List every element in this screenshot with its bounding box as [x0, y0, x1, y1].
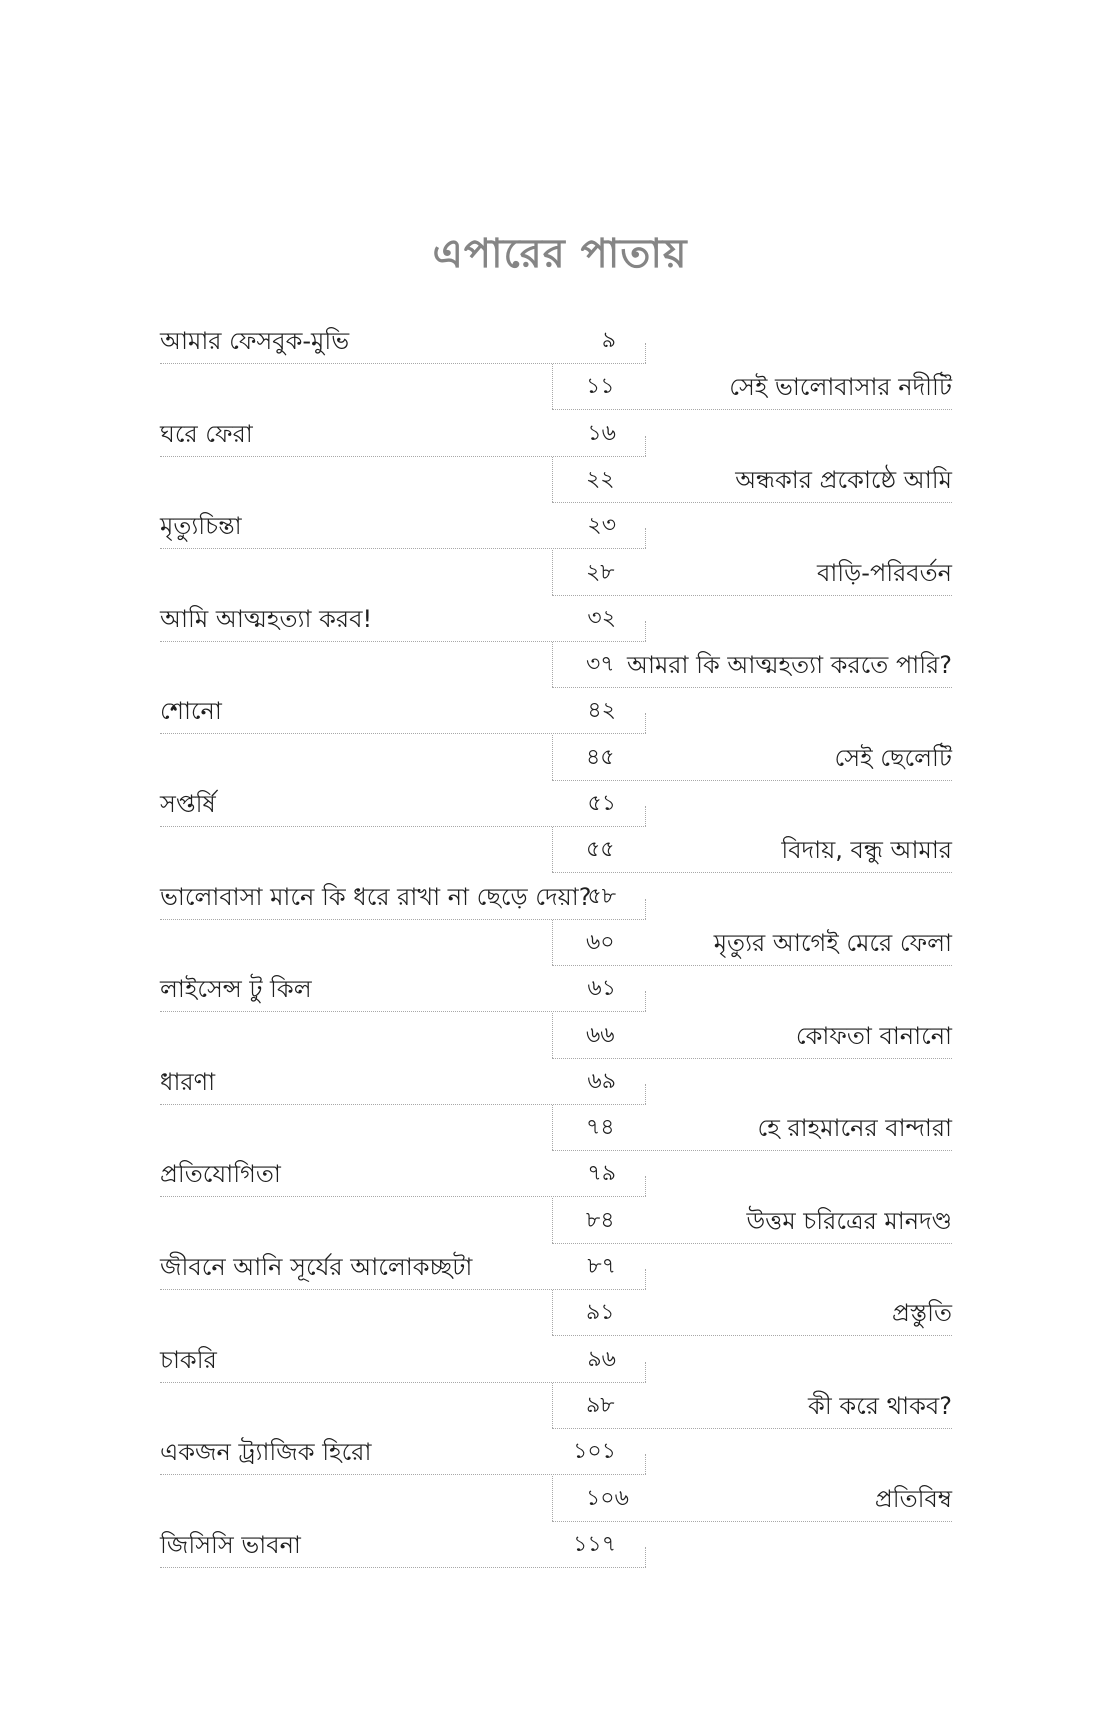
toc-entry[interactable] [160, 1522, 646, 1568]
toc-entry-title: আমি আত্মহত্যা করব! [160, 604, 373, 633]
toc-entry-title: আমার ফেসবুক-মুভি [160, 327, 350, 355]
toc-entry-page-number: ৬১ [587, 976, 616, 1002]
toc-entry[interactable] [552, 1476, 952, 1522]
toc-entry-page-number: ৮৭ [587, 1254, 616, 1279]
toc-entry-title: বিদায়, বন্ধু আমার [781, 836, 952, 865]
toc-entry-page-number: ১৬ [587, 420, 616, 446]
toc-entry-page-number: ৩২ [587, 605, 616, 631]
toc-entry[interactable] [552, 642, 952, 688]
toc-entry[interactable] [552, 364, 952, 410]
toc-entry-title: বাড়ি-পরিবর্তন [816, 558, 952, 587]
toc-entry-title: একজন ট্র্যাজিক হিরো [160, 1438, 372, 1467]
toc-entry-page-number: ৪২ [587, 698, 616, 724]
toc-entry[interactable] [160, 1337, 646, 1383]
toc-entry-page-number: ৩৭ [586, 652, 615, 678]
toc-entry[interactable] [552, 1013, 952, 1059]
toc-entry[interactable] [552, 735, 952, 781]
toc-entry-page-number: ৫৫ [586, 837, 615, 863]
toc-entry-page-number: ২২ [586, 466, 615, 492]
toc-entry-title: জিসিসি ভাবনা [160, 1530, 301, 1559]
toc-entry-title: কোফতা বানানো [795, 1021, 952, 1050]
toc-entry[interactable] [552, 827, 952, 873]
toc-entry-title: প্রতিবিম্ব [874, 1484, 952, 1513]
toc-entry-page-number: ৬০ [586, 929, 615, 955]
toc-entry-title: চাকরি [160, 1345, 217, 1374]
toc-entry[interactable] [552, 1198, 952, 1244]
toc-entry-page-number: ৫১ [587, 791, 616, 816]
toc-entry-page-number: ২৩ [587, 513, 616, 539]
toc-entry-title: ভালোবাসা মানে কি ধরে রাখা না ছেড়ে দেয়া? [160, 882, 592, 911]
toc-entry[interactable] [552, 1290, 952, 1336]
toc-entry-title: সেই ভালোবাসার নদীটি [729, 373, 952, 402]
toc-entry[interactable] [160, 1244, 646, 1290]
toc-entry-title: প্রতিযোগিতা [160, 1160, 281, 1189]
toc-entry-title: লাইসেন্স টু কিল [160, 975, 312, 1004]
toc-entry-page-number: ৭৯ [587, 1161, 616, 1187]
toc-entry-page-number: ৭৪ [586, 1115, 615, 1141]
toc-entry-title: সেই ছেলেটি [834, 743, 952, 772]
toc-entry[interactable] [160, 966, 646, 1012]
toc-entry-title: প্রস্তুতি [891, 1299, 952, 1328]
toc-entry-title: অন্ধকার প্রকোষ্ঠে আমি [735, 465, 952, 494]
toc-entry-title: সপ্তর্ষি [160, 790, 216, 818]
toc-entry-page-number: ১০৬ [586, 1485, 629, 1511]
toc-entry[interactable] [160, 503, 646, 549]
toc-entry-title: শোনো [160, 697, 222, 726]
toc-entry-page-number: ৯ [601, 328, 616, 353]
toc-entry[interactable] [160, 1151, 646, 1197]
toc-entry-page-number: ৬৬ [586, 1022, 615, 1048]
toc-entry-title: ধারণা [160, 1067, 216, 1096]
toc-entry-page-number: ১০১ [573, 1439, 616, 1465]
toc-entry-page-number: ৯৮ [586, 1392, 615, 1418]
toc-entry-title: কী করে থাকব? [808, 1391, 952, 1420]
toc-entry[interactable] [160, 874, 646, 920]
toc-entry[interactable] [160, 781, 646, 827]
toc-entry[interactable] [552, 1105, 952, 1151]
toc-entry[interactable] [160, 1429, 646, 1475]
toc-entry[interactable] [160, 688, 646, 734]
toc-entry-title: হে রাহমানের বান্দারা [757, 1114, 952, 1143]
toc-entry[interactable] [552, 550, 952, 596]
page-title: এপারের পাতায় [432, 231, 688, 277]
toc-entry[interactable] [160, 411, 646, 457]
toc-entry-page-number: ২৮ [586, 559, 615, 585]
toc-entry-title: মৃত্যুর আগেই মেরে ফেলা [713, 928, 952, 957]
toc-entry-page-number: ৯১ [586, 1300, 615, 1326]
toc-entry[interactable] [552, 1383, 952, 1429]
toc-entry[interactable] [552, 457, 952, 503]
toc-entry-title: মৃত্যুচিন্তা [160, 512, 242, 541]
toc-entry-title: জীবনে আনি সূর্যের আলোকচ্ছটা [160, 1253, 473, 1281]
toc-entry-page-number: ১১ [586, 374, 615, 400]
toc-entry[interactable] [160, 318, 646, 364]
toc-entry[interactable] [160, 596, 646, 642]
toc-entry-page-number: ৯৬ [587, 1346, 616, 1372]
toc-entry[interactable] [160, 1059, 646, 1105]
toc-entry-page-number: ৬৯ [587, 1068, 616, 1094]
toc-entry-page-number: ১১৭ [573, 1531, 616, 1557]
toc-entry-page-number: ৫৮ [587, 883, 616, 909]
toc-entry-title: উত্তম চরিত্রের মানদণ্ড [746, 1206, 952, 1235]
toc-entry-page-number: ৪৫ [586, 744, 615, 770]
toc-entry-title: আমরা কি আত্মহত্যা করতে পারি? [626, 651, 952, 680]
toc-entry[interactable] [552, 920, 952, 966]
toc-entry-page-number: ৮৪ [586, 1207, 615, 1233]
toc-entry-title: ঘরে ফেরা [160, 419, 253, 448]
